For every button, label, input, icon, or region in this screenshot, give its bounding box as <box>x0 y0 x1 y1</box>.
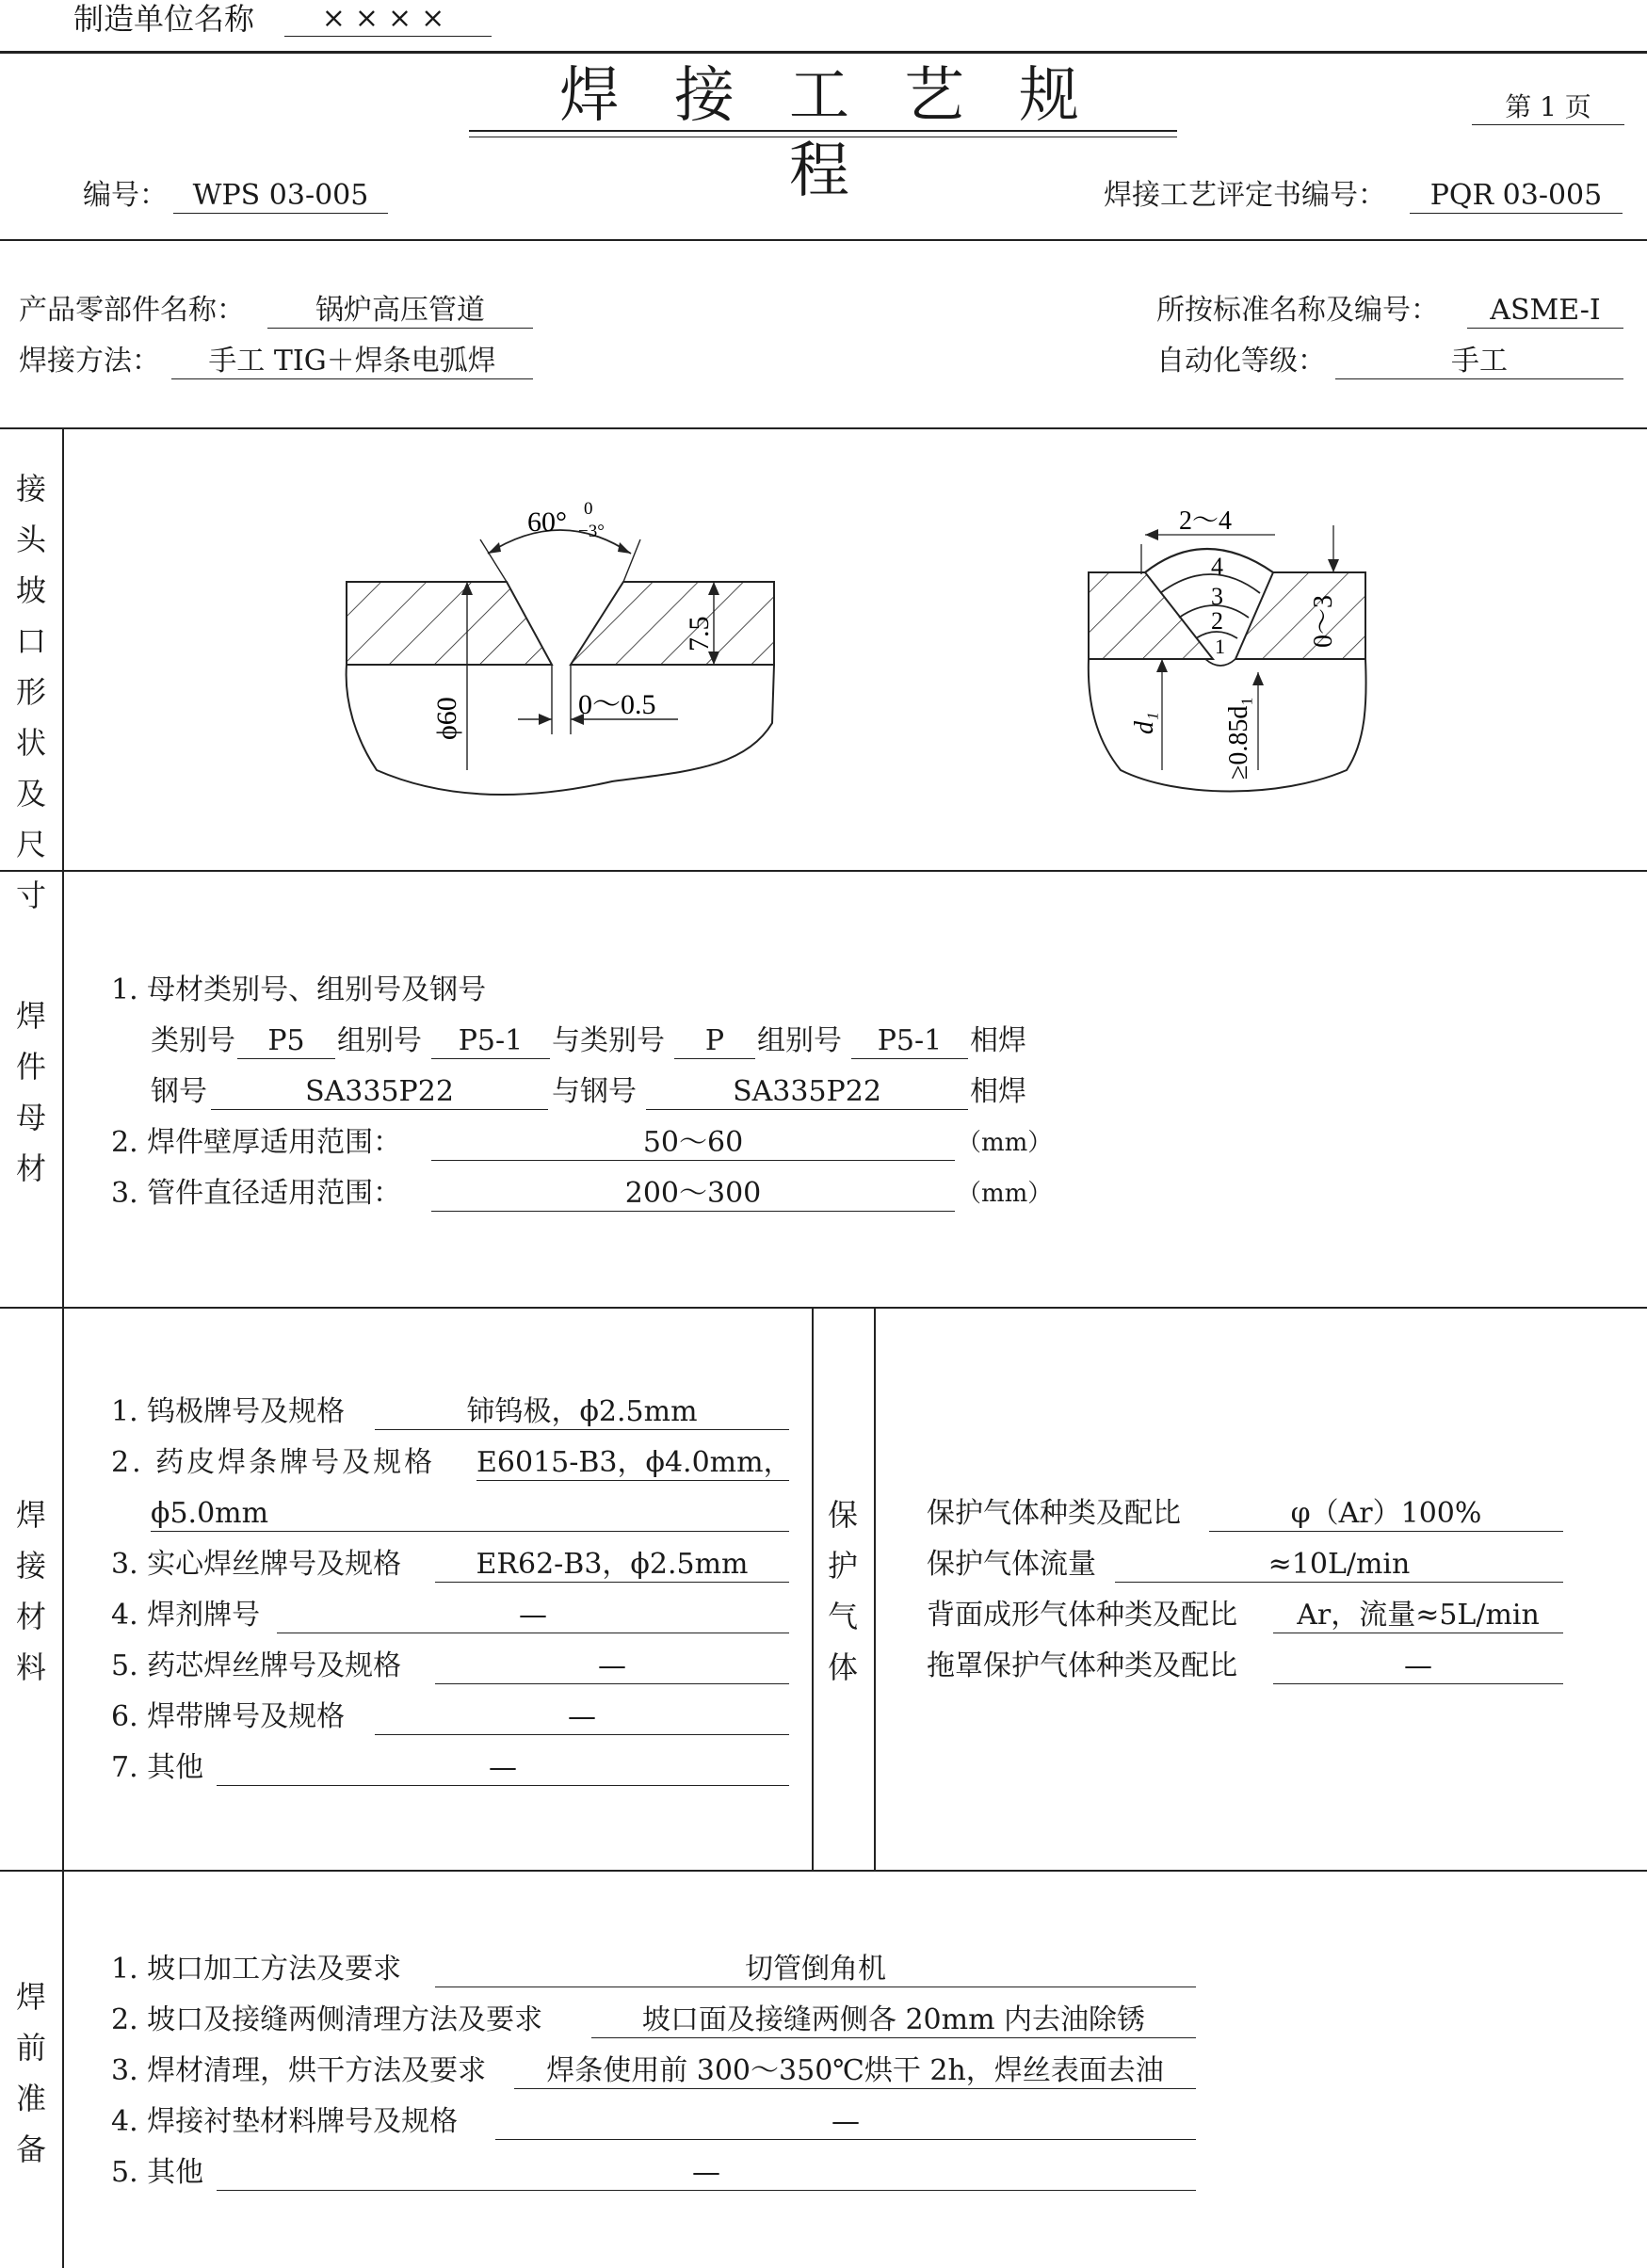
tungsten-label: 1. 钨极牌号及规格 <box>111 1395 346 1428</box>
thickness-range-unit: （mm） <box>957 1129 1053 1157</box>
pqr-label: 焊接工艺评定书编号： <box>1104 179 1386 212</box>
groove-method-value: 切管倒角机 <box>435 1953 1196 1987</box>
angle-tol-top: 0 <box>584 499 593 519</box>
pqr-number: PQR 03-005 <box>1410 179 1623 214</box>
steel-value: SA335P22 <box>211 1075 548 1110</box>
unit-label: 制造单位名称 <box>73 1 255 37</box>
back-gas-value: Ar，流量≈5L/min <box>1273 1599 1563 1633</box>
diameter-range-unit: （mm） <box>957 1180 1053 1208</box>
std-value: ASME-I <box>1467 294 1623 329</box>
cap-width-label: 2～4 <box>1179 507 1233 536</box>
weld-with-label-2: 相焊 <box>970 1075 1026 1108</box>
angle-tol-bottom: −3° <box>578 522 605 541</box>
drying-value: 焊条使用前 300～350℃烘干 2h，焊丝表面去油 <box>514 2054 1196 2089</box>
weld-with-label: 相焊 <box>970 1024 1026 1057</box>
gas-flow-value: ≈10L/min <box>1115 1548 1563 1583</box>
with-steel-value: SA335P22 <box>646 1075 968 1110</box>
gas-type-value: φ（Ar）100% <box>1209 1497 1563 1532</box>
cleaning-value: 坡口面及接缝两侧各 20mm 内去油除锈 <box>591 2003 1196 2038</box>
group2-value: P5-1 <box>851 1024 968 1059</box>
pass-4-label: 4 <box>1211 553 1223 580</box>
gas-side-label: 保 护 气 体 <box>827 1497 858 1685</box>
auto-value: 手工 <box>1335 345 1623 379</box>
title-underline-1 <box>469 130 1177 132</box>
depth-label: 7.5 <box>684 616 715 651</box>
strip-label: 6. 焊带牌号及规格 <box>111 1700 346 1733</box>
groove-diagram-right <box>1074 488 1394 808</box>
electrode-value: E6015-B3，ϕ4.0mm， <box>476 1446 792 1479</box>
category-value: P5 <box>237 1024 335 1059</box>
joint-side-label: 接 头 坡 口 形 状 及 尺 寸 <box>15 471 46 913</box>
page-title: 焊接工艺规程 <box>559 61 1134 206</box>
wps-label: 编号： <box>83 179 168 212</box>
other-material-label: 7. 其他 <box>111 1751 204 1784</box>
with-category-value: P <box>674 1024 755 1059</box>
materials-gas-rule-2 <box>874 1307 876 1870</box>
wps-number: WPS 03-005 <box>173 179 388 214</box>
rule-product <box>0 427 1647 429</box>
gap-label: 0～0.5 <box>578 689 656 720</box>
angle-label: 60° <box>527 507 567 538</box>
flux-value: — <box>277 1599 789 1633</box>
rule-base-metal <box>0 1307 1647 1309</box>
rule-header <box>0 239 1647 241</box>
d1-label: d₁ <box>1130 712 1159 734</box>
flux-cored-wire-value: — <box>435 1649 789 1684</box>
category-label: 类别号 <box>151 1024 235 1057</box>
with-steel-label: 与钢号 <box>552 1075 637 1108</box>
thickness-range-label: 2. 焊件壁厚适用范围： <box>111 1126 402 1159</box>
diameter-range-value: 200～300 <box>431 1177 955 1212</box>
base-metal-item1: 1. 母材类别号、组别号及钢号 <box>111 973 487 1006</box>
solid-wire-value: ER62-B3，ϕ2.5mm <box>435 1548 789 1583</box>
method-label: 焊接方法： <box>19 345 160 378</box>
std-label: 所按标准名称及编号： <box>1156 294 1439 327</box>
flux-label: 4. 焊剂牌号 <box>111 1599 261 1632</box>
reinforcement-label: 0～3 <box>1309 594 1338 648</box>
materials-side-label: 焊 接 材 料 <box>15 1497 46 1685</box>
pass-1-label: 1 <box>1215 635 1225 658</box>
part-label: 产品零部件名称： <box>19 294 245 327</box>
method-value: 手工 TIG＋焊条电弧焊 <box>171 345 533 379</box>
side-column-rule <box>62 427 64 2268</box>
group-label: 组别号 <box>337 1024 422 1057</box>
trailing-gas-label: 拖罩保护气体种类及配比 <box>927 1649 1237 1682</box>
other-material-value: — <box>217 1751 789 1786</box>
other-prep-value: — <box>217 2156 1196 2191</box>
backing-label: 4. 焊接衬垫材料牌号及规格 <box>111 2105 459 2138</box>
cleaning-label: 2. 坡口及接缝两侧清理方法及要求 <box>111 2003 543 2036</box>
page-number: 第 1 页 <box>1472 90 1624 125</box>
steel-label: 钢号 <box>151 1075 207 1108</box>
with-category-label: 与类别号 <box>552 1024 665 1057</box>
strip-value: — <box>375 1700 789 1735</box>
group2-label: 组别号 <box>757 1024 842 1057</box>
groove-diagram-left <box>339 488 791 808</box>
diameter-range-label: 3. 管件直径适用范围： <box>111 1177 402 1210</box>
top-rule <box>0 51 1647 54</box>
trailing-gas-value: — <box>1273 1649 1563 1684</box>
electrode-value-cont: ϕ5.0mm <box>151 1497 789 1532</box>
flux-cored-wire-label: 5. 药芯焊丝牌号及规格 <box>111 1649 402 1682</box>
groove-method-label: 1. 坡口加工方法及要求 <box>111 1953 402 1986</box>
auto-label: 自动化等级： <box>1156 345 1326 378</box>
base-metal-side-label: 焊 件 母 材 <box>15 998 46 1186</box>
rule-joint <box>0 870 1647 872</box>
thickness-range-value: 50～60 <box>431 1126 955 1161</box>
part-value: 锅炉高压管道 <box>267 294 533 329</box>
unit-value: ×××× <box>284 2 492 37</box>
pass-3-label: 3 <box>1211 583 1223 610</box>
group-value: P5-1 <box>431 1024 550 1059</box>
gas-flow-label: 保护气体流量 <box>927 1548 1096 1581</box>
drying-label: 3. 焊材清理，烘干方法及要求 <box>111 2054 487 2087</box>
electrode-label: 2. 药皮焊条牌号及规格 <box>111 1446 436 1479</box>
rule-materials <box>0 1870 1647 1872</box>
other-prep-label: 5. 其他 <box>111 2156 204 2189</box>
solid-wire-label: 3. 实心焊丝牌号及规格 <box>111 1548 402 1581</box>
prep-side-label: 焊 前 准 备 <box>15 1979 46 2167</box>
gas-type-label: 保护气体种类及配比 <box>927 1497 1181 1530</box>
backing-value: — <box>495 2105 1196 2140</box>
back-gas-label: 背面成形气体种类及配比 <box>927 1599 1237 1632</box>
thickness-label: ϕ60 <box>431 697 462 740</box>
min-thickness-label: ≥0.85d₁ <box>1224 696 1253 780</box>
tungsten-value: 铈钨极，ϕ2.5mm <box>375 1395 789 1430</box>
pass-2-label: 2 <box>1211 607 1223 635</box>
